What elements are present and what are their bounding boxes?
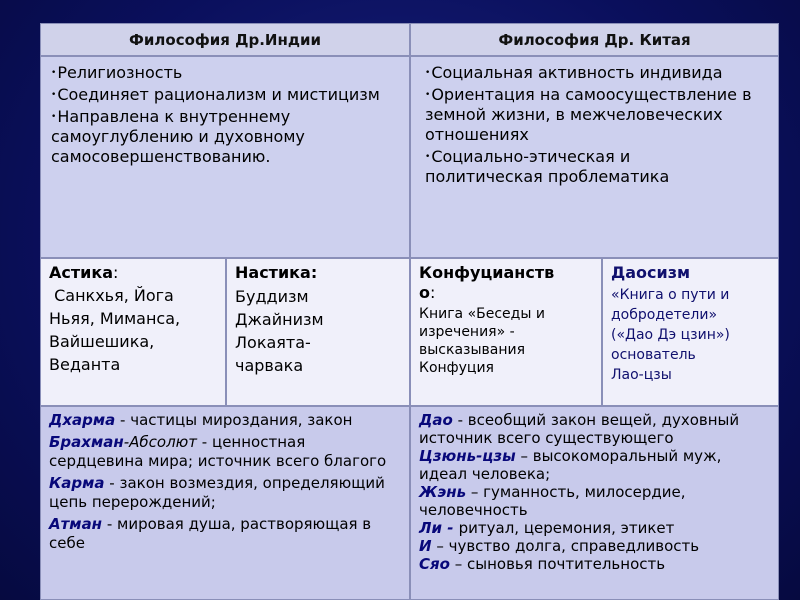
daoism-line: Лао-цзы	[611, 367, 672, 383]
daoism-line: основатель	[611, 347, 696, 363]
china-term-item: Цзюнь-цзы – высокоморальный муж, идеал человека;	[419, 447, 722, 483]
astika-line: Санкхья, Йога	[49, 286, 174, 305]
confucianism-cell: Конфуцианств о: Книга «Беседы и изречения» - высказывания Конфуция	[410, 258, 602, 406]
china-term-item: Ли - ритуал, церемония, этикет	[419, 519, 675, 537]
india-term-item: Атман - мировая душа, растворяющая в себе	[49, 515, 372, 552]
china-term-item: И – чувство долга, справедливость	[419, 537, 700, 555]
confucianism-title: Конфуцианств	[419, 263, 555, 282]
confucianism-line: высказывания	[419, 342, 526, 358]
china-trait-item: •Ориентация на самоосуществление в земной жизни, в межчеловеческих отношениях	[425, 85, 752, 144]
confucianism-line: Книга «Беседы и	[419, 306, 545, 322]
india-term-item: Брахман-Абсолют - ценностная сердцевина мира; источник всего благого	[49, 433, 387, 470]
india-trait-item: •Соединяет рационализм и мистицизм	[51, 85, 380, 104]
china-traits-list	[425, 63, 768, 187]
header-india	[40, 23, 410, 56]
daoism-title: Даосизм	[611, 263, 691, 282]
daoism-line: добродетели»	[611, 307, 718, 323]
astika-title: Астика	[49, 263, 114, 282]
astika-line: Веданта	[49, 355, 121, 374]
china-terms-cell	[410, 406, 779, 600]
nastika-line: Локаята-	[235, 333, 311, 352]
nastika-line: Буддизм	[235, 287, 309, 306]
china-trait-item: •Социально-этическая и политическая проблематика	[425, 147, 670, 186]
india-trait-item: •Религиозность	[51, 63, 183, 82]
daoism-line: («Дао Дэ цзин»)	[611, 327, 730, 343]
header-china	[410, 23, 779, 56]
astika-line: Ньяя, Миманса,	[49, 309, 181, 328]
nastika-line: Джайнизм	[235, 310, 324, 329]
confucianism-line: изречения» -	[419, 324, 515, 340]
india-trait-item: •Направлена к внутреннему самоуглублению и духовному самосовершенствованию.	[51, 107, 305, 166]
china-traits-cell	[410, 56, 779, 258]
india-traits-list	[51, 63, 401, 167]
astika-line: Вайшешика,	[49, 332, 155, 351]
india-traits-cell	[40, 56, 410, 258]
daoism-cell	[602, 258, 779, 406]
china-term-item: Сяо – сыновья почтительность	[419, 555, 666, 573]
china-term-item: Дао - всеобщий закон вещей, духовный источник всего существующего	[419, 411, 740, 447]
nastika-line: чарвака	[235, 356, 304, 375]
nastika-title: Настика:	[235, 263, 318, 282]
india-terms-cell	[40, 406, 410, 600]
india-term-item: Дхарма - частицы мироздания, закон	[49, 411, 353, 429]
china-term-item: Жэнь – гуманность, милосердие, человечность	[419, 483, 686, 519]
china-trait-item: •Социальная активность индивида	[425, 63, 723, 82]
nastika-cell	[226, 258, 410, 406]
india-term-item: Карма - закон возмездия, определяющий цепь перерождений;	[49, 474, 385, 511]
header-china-text: Философия Др. Китая	[498, 30, 691, 49]
astika-cell: Астика: Санкхья, Йога Ньяя, Миманса, Вайшешика, Веданта	[40, 258, 226, 406]
confucianism-line: Конфуция	[419, 360, 494, 376]
daoism-line: «Книга о пути и	[611, 287, 730, 303]
header-india-text: Философия Др.Индии	[129, 30, 321, 49]
